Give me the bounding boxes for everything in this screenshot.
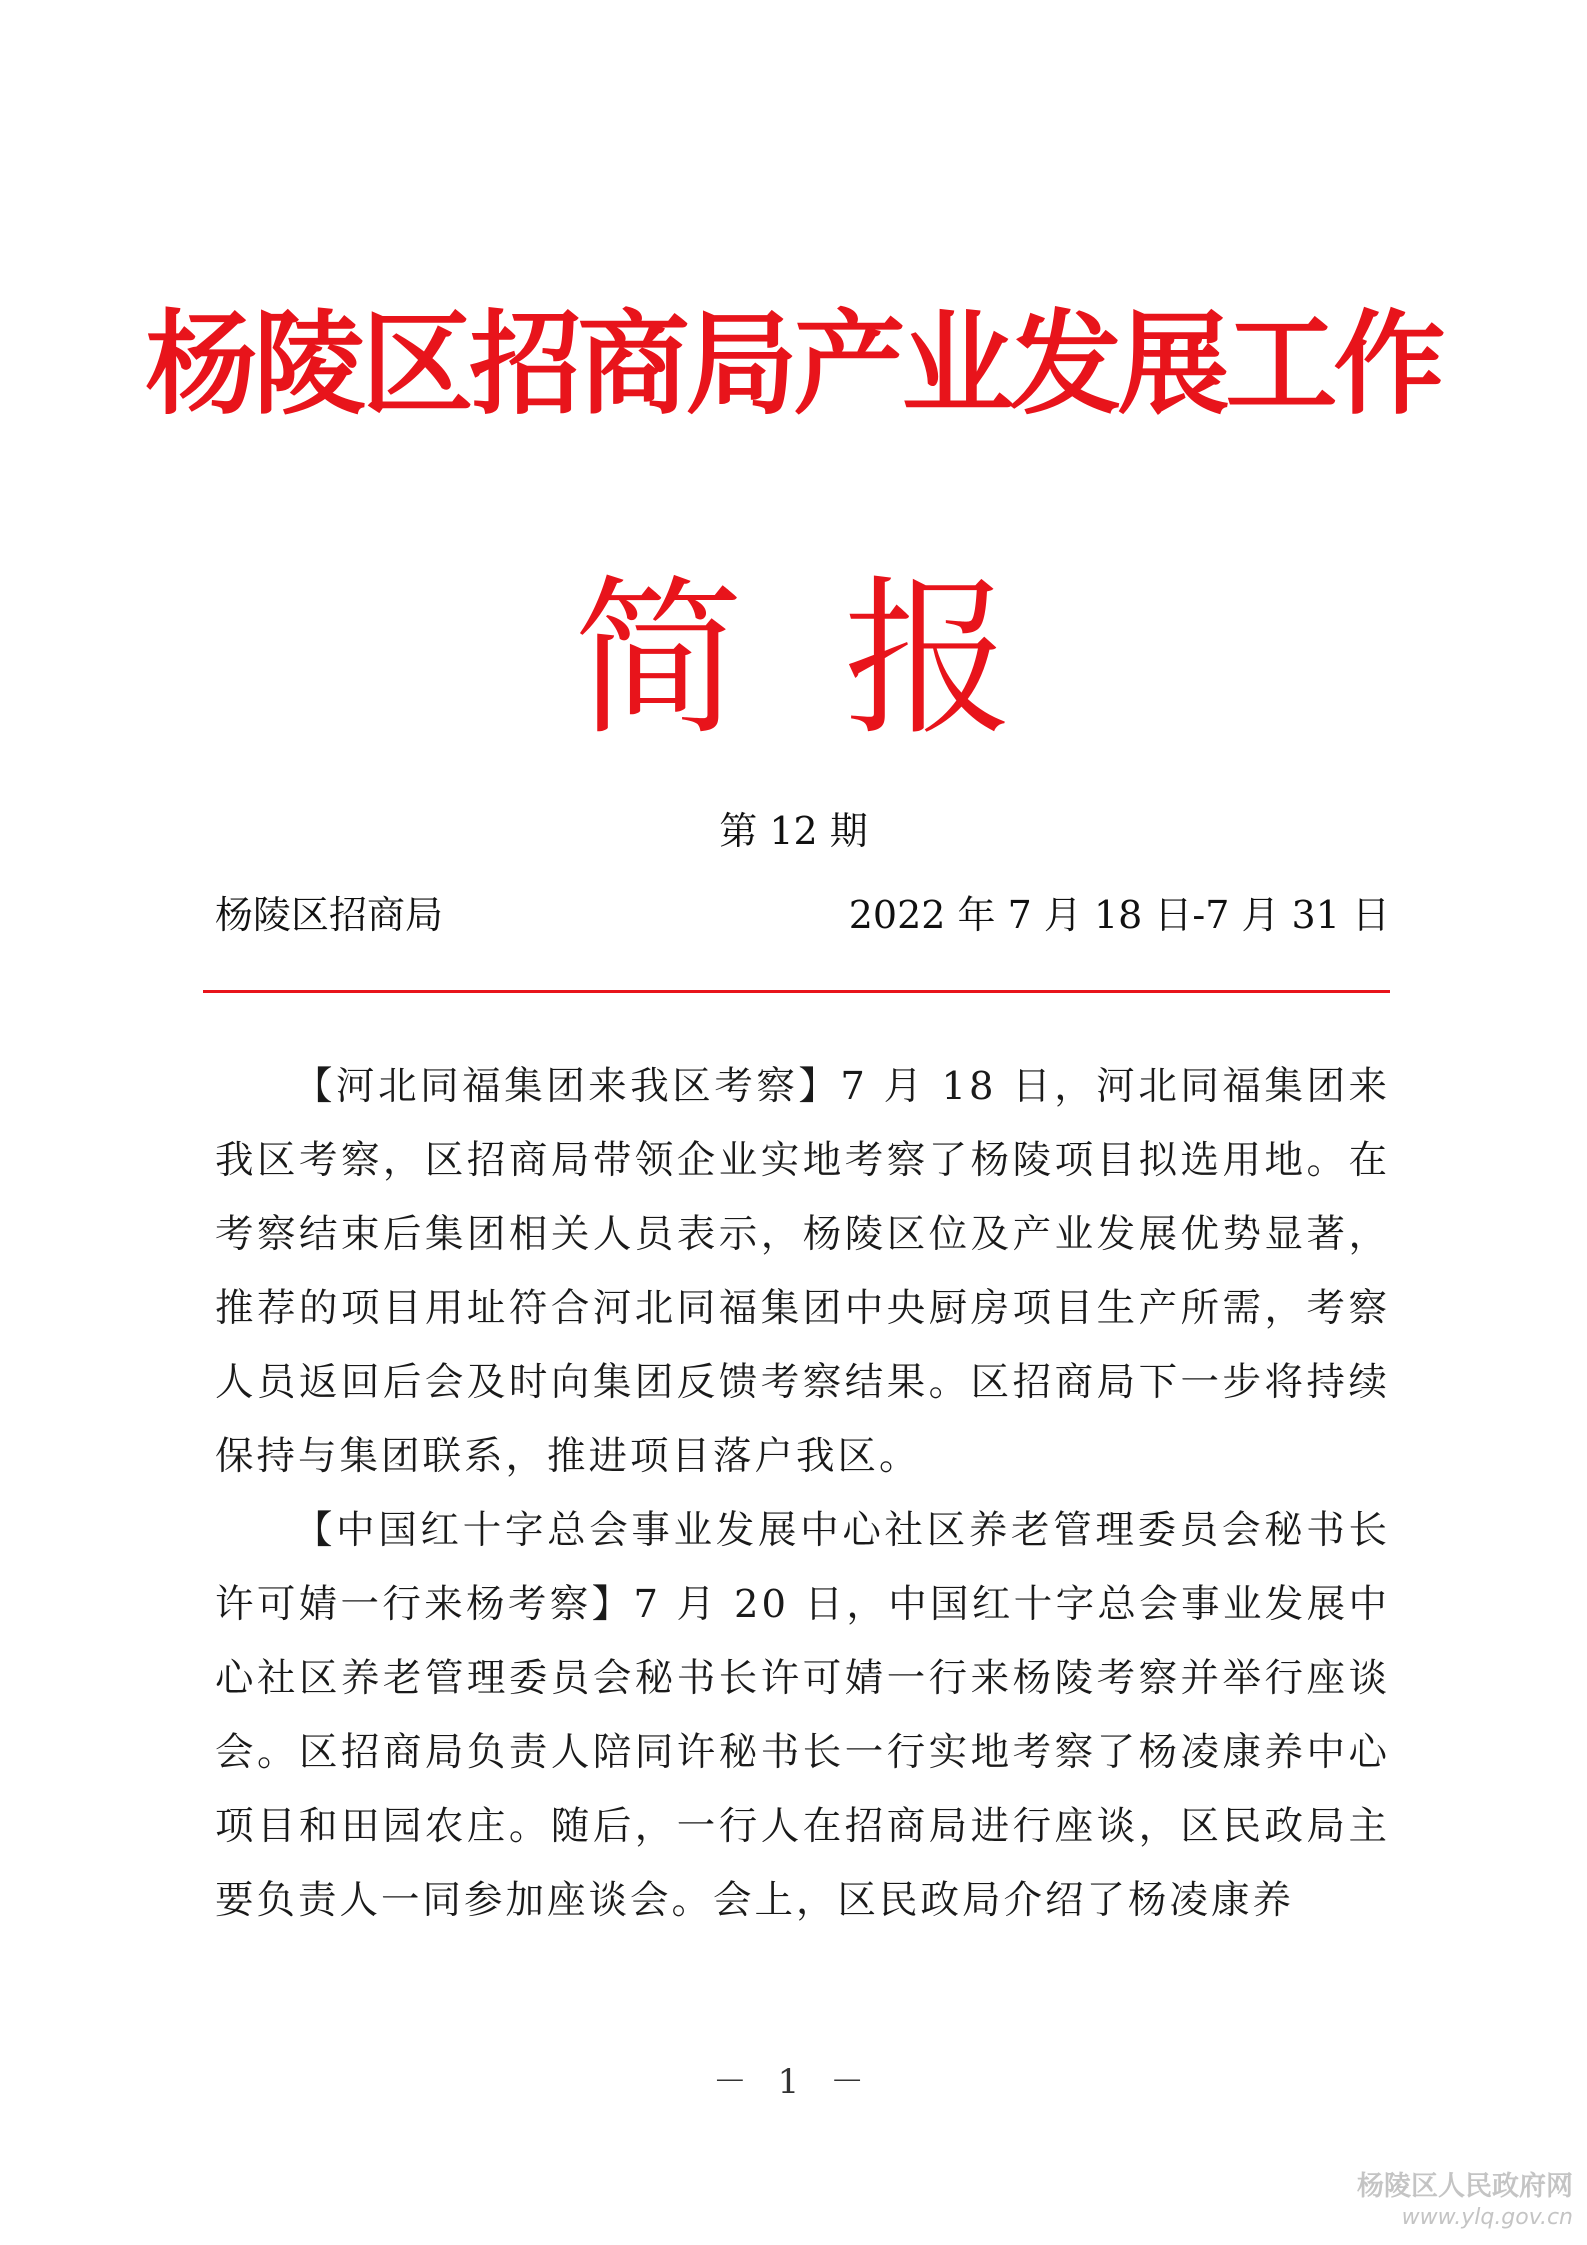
meta-row xyxy=(215,888,1390,942)
watermark-url: www.ylq.gov.cn xyxy=(1401,2205,1573,2230)
page-number: － 1 － xyxy=(712,2062,875,2102)
issue-number: 第 12 期 xyxy=(719,809,868,853)
paragraph: 【中国红十字总会事业发展中心社区养老管理委员会秘书长许可婧一行来杨考察】7 月 20 日，中国红十字总会事业发展中心社区养老管理委员会秘书长许可婧一行来杨陵考察并举行座谈会。区招商局负责人陪同许秘书长一行实地考察了杨凌康养中心项目和田园农庄。随后，一行人在招商局进行座谈，区民政局主要负责人一同参加座谈会。会上，区民政局介绍了杨凌康养 xyxy=(215,1508,1390,1923)
watermark xyxy=(1313,2170,1573,2232)
date-range: 2022 年 7 月 18 日-7 月 31 日 xyxy=(848,893,1390,937)
watermark-site-name: 杨陵区人民政府网 xyxy=(1357,2171,1573,2202)
red-divider-line xyxy=(203,990,1390,993)
document-subtitle: 简报 xyxy=(573,561,1114,759)
document-title: 杨陵区招商局产业发展工作 xyxy=(145,300,1442,430)
body-content xyxy=(215,1050,1390,1938)
paragraph: 【河北同福集团来我区考察】7 月 18 日，河北同福集团来我区考察，区招商局带领企业实地考察了杨陵项目拟选用地。在考察结束后集团相关人员表示，杨陵区位及产业发展优势显著，推荐的项目用址符合河北同福集团中央厨房项目生产所需，考察人员返回后会及时向集团反馈考察结果。区招商局下一步将持续保持与集团联系，推进项目落户我区。 xyxy=(215,1064,1390,1479)
issuing-organization: 杨陵区招商局 xyxy=(215,893,444,937)
